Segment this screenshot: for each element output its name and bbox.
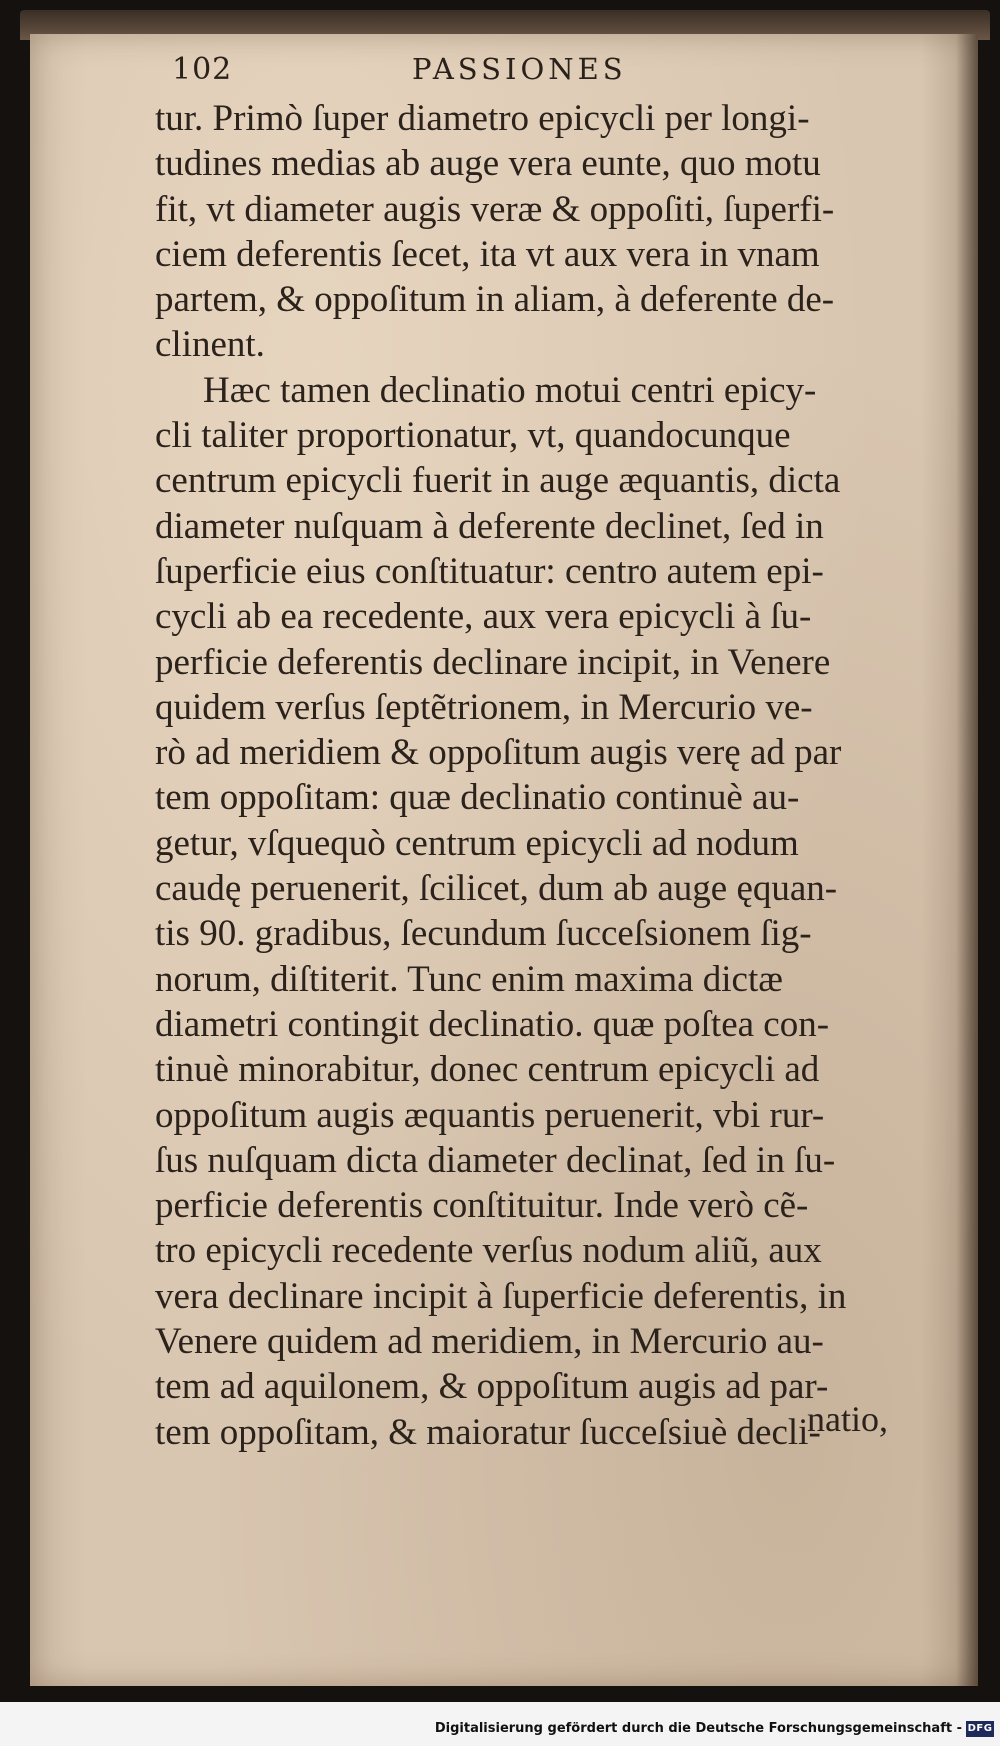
text-line: rò ad meridiem & oppoſitum augis verę ad par bbox=[155, 732, 842, 774]
text-line: tudines medias ab auge vera eunte, quo motu bbox=[155, 143, 821, 185]
dfg-logo: DFG bbox=[966, 1721, 994, 1737]
text-line: diameter nuſquam à deferente declinet, ſed in bbox=[155, 505, 824, 547]
text-line: fit, vt diameter augis veræ & oppoſiti, ſuperfi- bbox=[155, 188, 835, 230]
text-line: partem, & oppoſitum in aliam, à deferente de- bbox=[155, 279, 835, 321]
text-line: caudę peruenerit, ſcilicet, dum ab auge ęquan- bbox=[155, 868, 838, 910]
funding-credit: Digitalisierung gefördert durch die Deutsche Forschungsgemeinschaft - bbox=[434, 1721, 962, 1736]
text-line: clinent. bbox=[155, 324, 265, 366]
digitization-footer bbox=[0, 1702, 1000, 1746]
text-line: tro epicycli recedente verſus nodum aliũ, aux bbox=[155, 1230, 822, 1272]
text-line: tem oppoſitam, & maioratur ſucceſsiuè decli- bbox=[155, 1411, 821, 1453]
text-line: tem oppoſitam: quæ declinatio continuè au- bbox=[155, 777, 800, 819]
text-line: ſuperficie eius conſtituatur: centro autem epi- bbox=[155, 550, 824, 592]
text-line: Venere quidem ad meridiem, in Mercurio au- bbox=[155, 1321, 824, 1363]
text-line: cycli ab ea recedente, aux vera epicycli à ſu- bbox=[155, 596, 812, 638]
text-line: ſus nuſquam dicta diameter declinat, ſed in ſu- bbox=[155, 1139, 836, 1181]
catchword: natio, bbox=[807, 1399, 888, 1439]
page-number: 102 bbox=[172, 52, 233, 87]
text-line: tur. Primò ſuper diametro epicycli per longi- bbox=[155, 98, 810, 139]
text-line: oppoſitum augis æquantis peruenerit, vbi rur- bbox=[155, 1094, 825, 1136]
text-line: getur, vſquequò centrum epicycli ad nodum bbox=[155, 822, 799, 864]
spine-shadow bbox=[956, 34, 978, 1686]
text-line: diametri contingit declinatio. quæ poſtea con- bbox=[155, 1003, 830, 1045]
text-line: quidem verſus ſeptẽtrionem, in Mercurio ve- bbox=[155, 686, 813, 728]
text-line: perficie deferentis declinare incipit, in Venere bbox=[155, 641, 831, 683]
running-title: PASSIONES bbox=[412, 52, 627, 86]
text-line: cli taliter proportionatur, vt, quandocunque bbox=[155, 415, 791, 457]
text-line: ciem deferentis ſecet, ita vt aux vera in vnam bbox=[155, 233, 820, 275]
text-line: centrum epicycli fuerit in auge æquantis, dicta bbox=[155, 460, 841, 502]
page-header bbox=[172, 52, 692, 92]
text-line: tinuè minorabitur, donec centrum epicycli ad bbox=[155, 1049, 820, 1091]
text-line: tem ad aquilonem, & oppoſitum augis ad par- bbox=[155, 1366, 829, 1408]
body-text bbox=[155, 96, 870, 1455]
text-line: Hæc tamen declinatio motui centri epicy- bbox=[203, 369, 817, 411]
text-line: norum, diſtiterit. Tunc enim maxima dictæ bbox=[155, 958, 783, 1000]
text-line: perficie deferentis conſtituitur. Inde verò cẽ- bbox=[155, 1185, 809, 1227]
text-line: vera declinare incipit à ſuperficie deferentis, in bbox=[155, 1275, 847, 1317]
text-line: tis 90. gradibus, ſecundum ſucceſsionem ſig- bbox=[155, 913, 812, 955]
